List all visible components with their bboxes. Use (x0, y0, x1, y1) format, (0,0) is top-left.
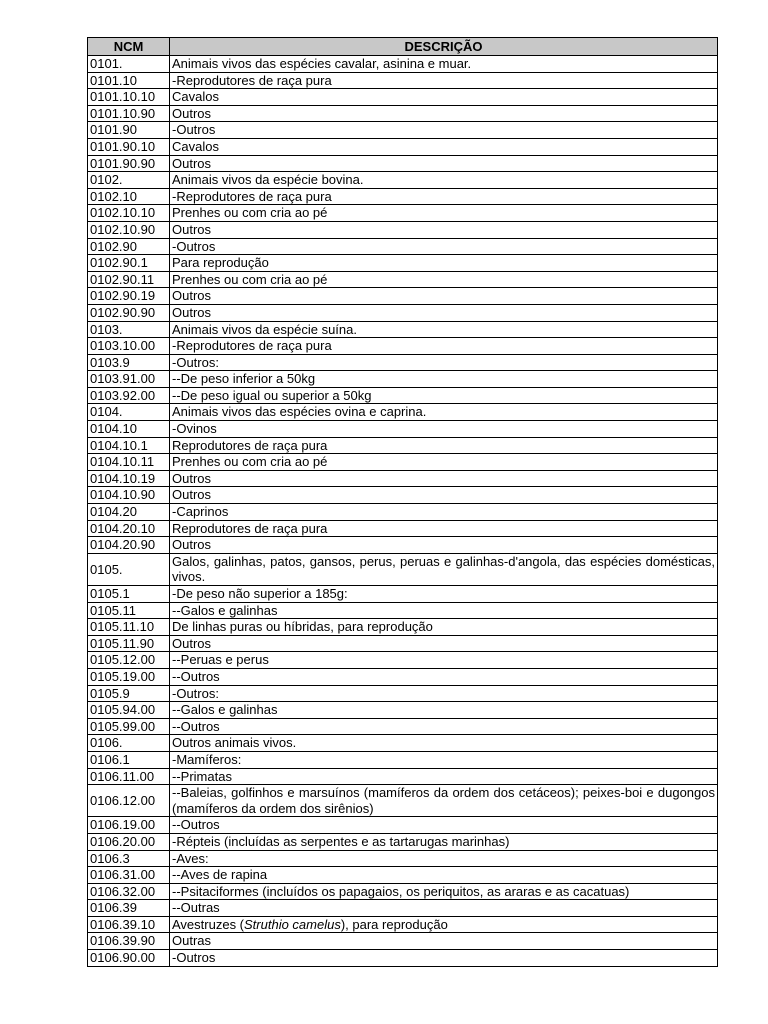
table-row (88, 785, 718, 817)
ncm-description: --Psitaciformes (incluídos os papagaios, os periquitos, as araras e as cacatuas) (170, 883, 718, 900)
description-text: Avestruzes ( (172, 916, 245, 932)
ncm-description: -Outros (170, 950, 718, 967)
table-row (88, 833, 718, 850)
ncm-code: 0104.10.1 (88, 437, 170, 454)
ncm-code: 0106.31.00 (88, 867, 170, 884)
ncm-description: --Primatas (170, 768, 718, 785)
table-row (88, 404, 718, 421)
ncm-description: Animais vivos das espécies ovina e caprina. (170, 404, 718, 421)
table-row (88, 602, 718, 619)
ncm-code: 0105.12.00 (88, 652, 170, 669)
table-row (88, 652, 718, 669)
ncm-code: 0101.10.10 (88, 89, 170, 106)
ncm-document (87, 37, 717, 967)
table-row (88, 437, 718, 454)
ncm-table (87, 37, 718, 967)
table-row (88, 470, 718, 487)
table-row (88, 900, 718, 917)
table-row (88, 321, 718, 338)
ncm-description: Para reprodução (170, 255, 718, 272)
table-row (88, 718, 718, 735)
ncm-code: 0103.92.00 (88, 387, 170, 404)
table-row (88, 883, 718, 900)
ncm-description: -Aves: (170, 850, 718, 867)
ncm-code: 0105.11.90 (88, 635, 170, 652)
ncm-description: Outros (170, 105, 718, 122)
ncm-description: Outros (170, 221, 718, 238)
table-row (88, 487, 718, 504)
ncm-description: --Outras (170, 900, 718, 917)
header-descricao: DESCRIÇÃO (170, 38, 718, 56)
table-row (88, 537, 718, 554)
ncm-code: 0103.10.00 (88, 338, 170, 355)
ncm-description: Prenhes ou com cria ao pé (170, 205, 718, 222)
table-row (88, 751, 718, 768)
table-row (88, 304, 718, 321)
table-row (88, 586, 718, 603)
ncm-code: 0102.10 (88, 188, 170, 205)
ncm-description: --Outros (170, 718, 718, 735)
table-row (88, 520, 718, 537)
table-row (88, 619, 718, 636)
table-row (88, 817, 718, 834)
ncm-description: --Baleias, golfinhos e marsuínos (mamíferos da ordem dos cetáceos); peixes-boi e dugongos (mamíferos da ordem dos sirênios) (170, 785, 718, 817)
table-row (88, 238, 718, 255)
scientific-name: Struthio camelus (244, 916, 341, 932)
ncm-description: --Outros (170, 668, 718, 685)
ncm-description: Outros (170, 635, 718, 652)
ncm-code: 0106.90.00 (88, 950, 170, 967)
ncm-description: Outros (170, 470, 718, 487)
ncm-code: 0106.39.90 (88, 933, 170, 950)
ncm-code: 0101.90 (88, 122, 170, 139)
table-row (88, 668, 718, 685)
ncm-description: Outros (170, 304, 718, 321)
ncm-code: 0106.39.10 (88, 916, 170, 933)
ncm-code: 0106. (88, 735, 170, 752)
ncm-description: -Outros: (170, 354, 718, 371)
ncm-description: Prenhes ou com cria ao pé (170, 271, 718, 288)
ncm-description: Galos, galinhas, patos, gansos, perus, peruas e galinhas-d'angola, das espécies domésticas, vivos. (170, 553, 718, 585)
ncm-description: Animais vivos das espécies cavalar, asinina e muar. (170, 56, 718, 73)
table-row (88, 950, 718, 967)
ncm-code: 0104.20.90 (88, 537, 170, 554)
ncm-code: 0102.10.90 (88, 221, 170, 238)
ncm-code: 0102.90 (88, 238, 170, 255)
table-row (88, 56, 718, 73)
table-row (88, 421, 718, 438)
ncm-description: Outras (170, 933, 718, 950)
table-row (88, 221, 718, 238)
ncm-code: 0102. (88, 172, 170, 189)
ncm-code: 0103.9 (88, 354, 170, 371)
header-ncm: NCM (88, 38, 170, 56)
ncm-code: 0101.90.10 (88, 138, 170, 155)
ncm-description: Outros (170, 288, 718, 305)
table-row (88, 89, 718, 106)
ncm-code: 0105.94.00 (88, 702, 170, 719)
table-row (88, 288, 718, 305)
ncm-description: --Peruas e perus (170, 652, 718, 669)
ncm-code: 0106.3 (88, 850, 170, 867)
ncm-code: 0101.10.90 (88, 105, 170, 122)
ncm-code: 0106.12.00 (88, 785, 170, 817)
ncm-code: 0105.99.00 (88, 718, 170, 735)
ncm-code: 0104.10.90 (88, 487, 170, 504)
ncm-description: Reprodutores de raça pura (170, 437, 718, 454)
ncm-description: --Aves de rapina (170, 867, 718, 884)
ncm-code: 0105.19.00 (88, 668, 170, 685)
ncm-description: Cavalos (170, 138, 718, 155)
ncm-description: Outros (170, 537, 718, 554)
ncm-code: 0103.91.00 (88, 371, 170, 388)
ncm-code: 0102.90.90 (88, 304, 170, 321)
ncm-description: --De peso igual ou superior a 50kg (170, 387, 718, 404)
ncm-code: 0103. (88, 321, 170, 338)
ncm-description: -De peso não superior a 185g: (170, 586, 718, 603)
ncm-code: 0101. (88, 56, 170, 73)
ncm-code: 0101.10 (88, 72, 170, 89)
ncm-description: --Galos e galinhas (170, 702, 718, 719)
ncm-code: 0106.19.00 (88, 817, 170, 834)
table-row (88, 138, 718, 155)
ncm-description: Reprodutores de raça pura (170, 520, 718, 537)
ncm-description: Outros (170, 487, 718, 504)
ncm-description (170, 916, 718, 933)
ncm-description: Prenhes ou com cria ao pé (170, 454, 718, 471)
ncm-code: 0102.90.19 (88, 288, 170, 305)
ncm-code: 0101.90.90 (88, 155, 170, 172)
ncm-code: 0106.1 (88, 751, 170, 768)
ncm-code: 0105. (88, 553, 170, 585)
ncm-description: -Caprinos (170, 504, 718, 521)
table-body (88, 56, 718, 967)
table-row (88, 635, 718, 652)
table-row (88, 354, 718, 371)
ncm-description: -Ovinos (170, 421, 718, 438)
ncm-code: 0104. (88, 404, 170, 421)
table-row (88, 371, 718, 388)
ncm-code: 0106.32.00 (88, 883, 170, 900)
table-row (88, 685, 718, 702)
table-row (88, 338, 718, 355)
ncm-description: Animais vivos da espécie suína. (170, 321, 718, 338)
ncm-description: De linhas puras ou híbridas, para reprodução (170, 619, 718, 636)
table-row (88, 916, 718, 933)
table-row (88, 387, 718, 404)
ncm-code: 0105.9 (88, 685, 170, 702)
ncm-code: 0105.1 (88, 586, 170, 603)
table-row (88, 205, 718, 222)
table-row (88, 504, 718, 521)
table-row (88, 850, 718, 867)
table-row (88, 933, 718, 950)
ncm-code: 0106.11.00 (88, 768, 170, 785)
table-row (88, 72, 718, 89)
ncm-code: 0102.90.11 (88, 271, 170, 288)
ncm-code: 0105.11 (88, 602, 170, 619)
ncm-description: -Reprodutores de raça pura (170, 188, 718, 205)
table-row (88, 454, 718, 471)
ncm-code: 0102.10.10 (88, 205, 170, 222)
table-row (88, 172, 718, 189)
ncm-description: Animais vivos da espécie bovina. (170, 172, 718, 189)
ncm-description: -Outros (170, 238, 718, 255)
table-row (88, 188, 718, 205)
ncm-code: 0106.39 (88, 900, 170, 917)
ncm-description: -Mamíferos: (170, 751, 718, 768)
ncm-code: 0104.10.19 (88, 470, 170, 487)
table-row (88, 271, 718, 288)
ncm-code: 0104.10 (88, 421, 170, 438)
table-row (88, 155, 718, 172)
ncm-description: -Outros (170, 122, 718, 139)
ncm-code: 0105.11.10 (88, 619, 170, 636)
ncm-code: 0104.10.11 (88, 454, 170, 471)
table-row (88, 735, 718, 752)
ncm-code: 0104.20 (88, 504, 170, 521)
ncm-code: 0106.20.00 (88, 833, 170, 850)
table-row (88, 122, 718, 139)
table-row (88, 768, 718, 785)
ncm-description: -Reprodutores de raça pura (170, 72, 718, 89)
ncm-description: -Reprodutores de raça pura (170, 338, 718, 355)
table-header-row (88, 38, 718, 56)
ncm-description: --De peso inferior a 50kg (170, 371, 718, 388)
table-row (88, 702, 718, 719)
ncm-description: Outros (170, 155, 718, 172)
ncm-description: -Outros: (170, 685, 718, 702)
ncm-code: 0104.20.10 (88, 520, 170, 537)
ncm-description: -Répteis (incluídas as serpentes e as tartarugas marinhas) (170, 833, 718, 850)
ncm-description: --Galos e galinhas (170, 602, 718, 619)
ncm-description: Cavalos (170, 89, 718, 106)
table-row (88, 867, 718, 884)
ncm-description: --Outros (170, 817, 718, 834)
ncm-description: Outros animais vivos. (170, 735, 718, 752)
ncm-code: 0102.90.1 (88, 255, 170, 272)
table-row (88, 553, 718, 585)
table-row (88, 105, 718, 122)
table-row (88, 255, 718, 272)
description-text-after: ), para reprodução (340, 916, 448, 932)
